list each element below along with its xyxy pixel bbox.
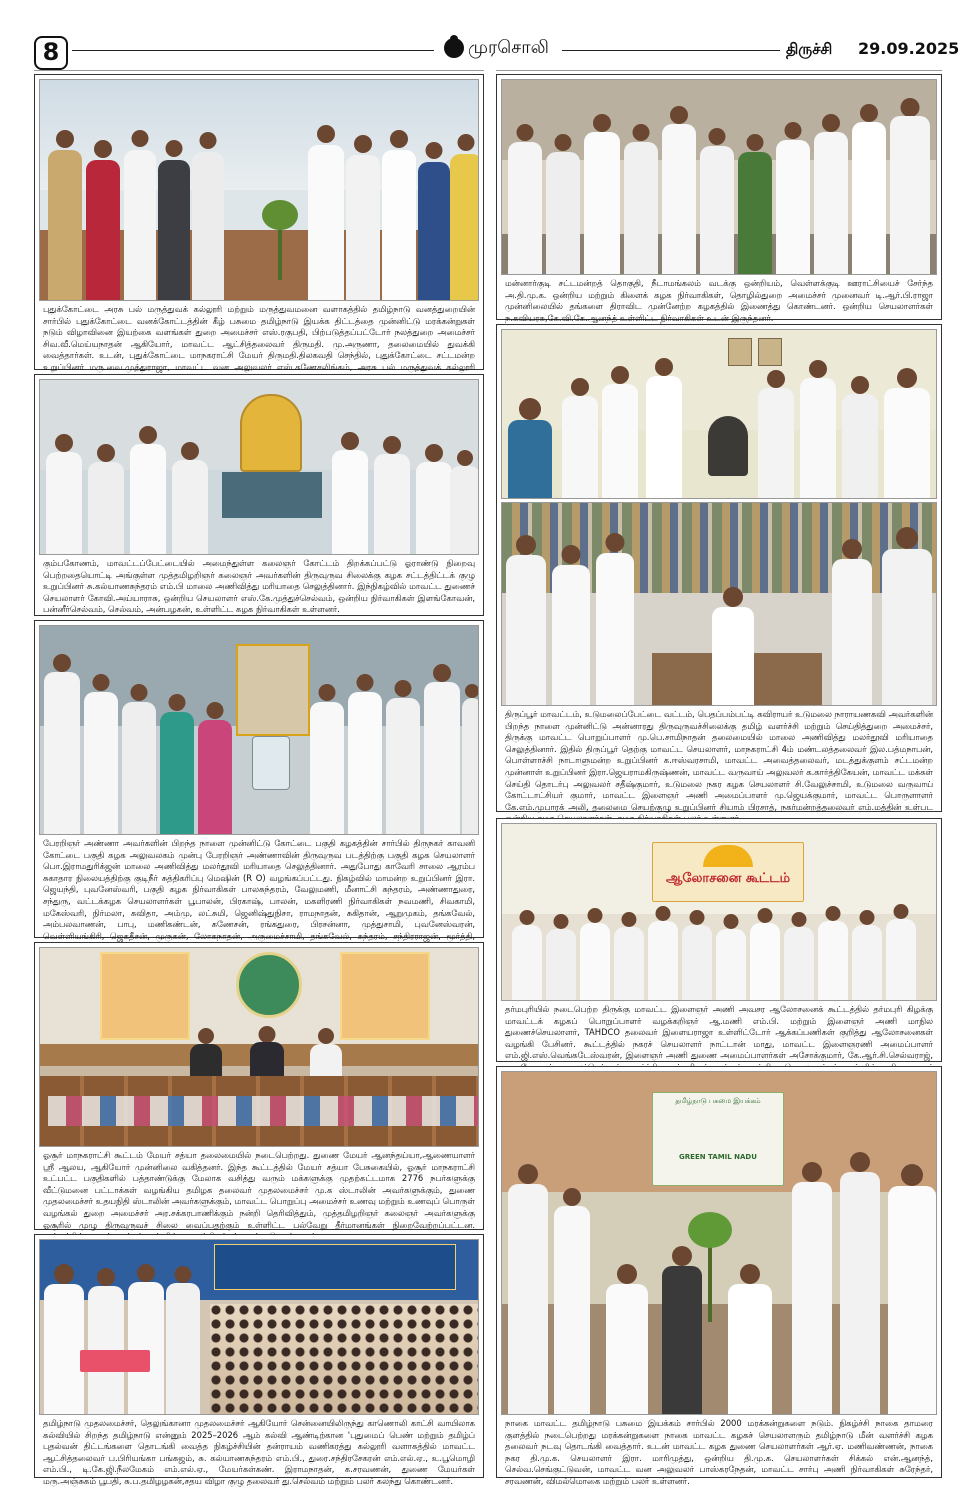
news-photo-anna-tribute [39, 625, 479, 835]
news-photo-party-joining [501, 79, 937, 275]
page-number: 8 [34, 36, 68, 70]
news-photo-dharmapuri-meeting [501, 823, 937, 1001]
news-story [496, 1066, 942, 1486]
photo-caption: மன்னார்குடி சட்டமன்றத் தொகுதி, நீடாமங்கலம் வடக்கு ஒன்றியம், வெள்ளக்குடி ஊராட்சியைச் சேர்ந்த அ.தி.மு.க. ஒன்றிய மற்றும் கிளைக் கழக நிர்வாகிகள், தொழில்துறை அமைச்சர் முனைவர் டி.ஆர்.பி.ராஜா முன்னிலையில் தங்களை திராவிட முன்னேற்ற கழகத்தில் இணைத்து கொண்டனர். ஒன்றிய செயலாளர்கள் ந.கவியரசு,கே.வி.கே.ஆனந்த் உள்ளிட்ட நிர்வாகிகள் உடன் இருந்தனர். [505, 278, 933, 323]
cheque-board [80, 1350, 150, 1372]
photo-caption: புதுக்கோட்டை அரசு பல் மருத்துவக் கல்லூரி மற்றும் மருத்துவமனை வளாகத்தில் தமிழ்நாடு வனத்துறையின் சார்பில் புதுக்கோட்டை வனக்கோட்டத்தின் கீழ் பசுமை தமிழ்நாடு இயக்க திட்டத்தை முன்னிட்டு மரக்கன்றுகள் நடும் விழாவினை இயற்கை வளங்கள் துறை அமைச்சர் எஸ்.ரகுபதி, பிற்படுத்தப்பட்டோர் நலத்துறை அமைச்சர் சிவ.வீ.மெய்யநாதன் ஆகியோர், மாவட்ட ஆட்சித்தலைவர் திருமதி. மு.அருணா, தலைமையில் துவக்கி வைத்தார்கள். உடன், புதுக்கோட்டை மாநகராட்சி மேயர் திருமதி.திலகவதி செந்தில், புதுக்கோட்டை சட்டமன்ற உறுப்பினர் மரு.வை.முத்துராஜா, மாவட்ட வன அலுவலர் எஸ்.கணேசலிங்கம், அரசு பல் மருத்துவக் கல்லூரி [43, 304, 475, 372]
news-photo-scheme-launch [39, 1239, 479, 1415]
issue-date: 29.09.2025 [858, 39, 960, 58]
divider [34, 70, 484, 71]
news-story [34, 374, 484, 616]
banner-green-text: GREEN TAMIL NADU [679, 1153, 757, 1161]
masthead-rule-left [72, 50, 434, 51]
edition-name: திருச்சி [786, 40, 833, 58]
news-photo-sapling-planting [501, 1071, 937, 1415]
news-story [496, 818, 942, 1062]
news-photo-tree-planting [39, 79, 479, 301]
newspaper-logo-icon [444, 38, 464, 58]
news-story [496, 324, 942, 812]
news-story [34, 74, 484, 370]
photo-caption: திருப்பூர் மாவட்டம், உடுமலைப்பேட்டை வட்டம், பெதப்பம்பட்டி கவிராயர் உடுமலை நாராயணகவி அவர்களின் பிறந்த நாளை முன்னிட்டு அன்னாரது திருவுருவச்சிலைக்கு தமிழ் வளர்ச்சி மற்றும் செய்தித்துறை அமைச்சர், திருக்கு மாவட்ட பொறுப்பாளர் மு.பெ.சாமிநாதன் தலைமையில் மாலை அணிவித்து மலர்தூவி மரியாதை செலுத்தினார். இதில் திருப்பூர் தெற்கு மாவட்ட செயலாளர், மாநகராட்சி 4ம் மண்டலத்தலைவர் இல.பத்மநாபன், பொள்ளாச்சி நாடாளுமன்ற உறுப்பினர் க.ஈஸ்வரசாமி, மாவட்ட அவைத்தலைவர், மடத்துக்குளம் சட்டமன்ற முன்னாள் உறுப்பினர் இரா.ஜெயராமகிருஷ்ணன், மாவட்ட வருவாய் அலுவலர் க.கார்த்திகேயன், மாவட்ட மக்கள் செய்தி தொடர்பு அலுவலர் சதீஷ்குமார், உடுமலை நகர கழக செயலாளர் சி.வேலுச்சாமி, உடுமலை வருவாய் கோட்டாட்சியர் குமார், மாவட்ட இளைஞர் அணி அமைப்பாளர் மு.ஜெயக்குமார், மாவட்ட பொருளாளர் கே.எம்.முபாரக் அலி, தலைமை செயற்குழு உறுப்பினர் சியாம் பிரசாத், நகர்மன்றத்தலைவர் எம்.மத்தின் உள்பட [505, 709, 933, 812]
photo-caption: பேரறிஞர் அண்ணா அவர்களின் பிறந்த நாளை முன்னிட்டு கோட்டை பகுதி கழகத்தின் சார்பில் திருநகர் காவனி கோட்டை பகுதி கழக அலுவலகம் முன்பு பேரறிஞர் அண்ணாவின் திருவுருவ படத்திற்கு பகுதி கழக செயலாளர் பொ.இராமதுரிக்ஜன் மாலை அணிவித்து மலர்தூவி மரியாதை செலுத்தினார். அதுபோது காவேரி சாலை ஆரம்ப சுகாதார நிலையத்திற்கு குடிநீர் சுத்திகரிப்பு மெஷின் (R O) வழங்கப்பட்டது. நிகழ்வில் மாமன்ற உறுப்பினர் இரா. ஜெயந்தி, புவனேஸ்வரி, பகுதி கழக நிர்வாகிகள் பாலசுந்தரம், வேலுமணி, மீனாட்சி சுந்தரம், அண்ணாதுரை, சந்துரு, வட்டக்கழக செயலாளர்கள் பூபாலன், பிரகாஷ், பாலன், மகளிரணி நிர்வாகிகள் நவமணி, சிவகாமி, மகேஸ்வரி, நிர்மலா, கவிதா, அம்மு, லட்சுமி, ஜெனிஷ்துநிசா, ராமநாதன், சுகிதான், ஆறுமுகம், தங்கவேல், அம்பலவாணன், பாபு, மணிகண்டன், கணேசன், ரங்கதுரை, பிரசன்னா, முத்துசாமி, புவனேஸ்வரன், வெள்ளியங்கிரி, ஜெகதீசன், முருகன், லோகநாதன், அருமைச்சாமி, தங்கவேல், சுந்தரம், சந்திரராஜன், மூர்த்தி, [43, 838, 475, 941]
news-photo-statue-tribute [39, 379, 479, 555]
paper-name: முரசொலி [468, 37, 549, 58]
student-audience [210, 1304, 479, 1414]
masthead-rule-right [562, 50, 780, 51]
banner-title: ஆலோசனை கூட்டம் [665, 871, 791, 886]
news-photo-signing [501, 502, 937, 706]
photo-caption: தர்மபுரியில் நடைபெற்ற திருக்கு மாவட்ட இளைஞர் அணி அவசர ஆலோசனைக் கூட்டத்தில் தர்மபுரி கிழக்கு மாவட்டக் கழகப் பொறுப்பாளர் வழக்கறிஞர் ஆ.மணி எம்.பி. மற்றும் இளைஞர் அணி மாநில துணைச்செயலாளர், TAHDCO தலைவர் இளையராஜா உள்ளிட்டோர் ஆக்கப்பணிகள் குறித்து ஆலோசனைகள் வழங்கி பேசினர். கூட்டத்தில் நகரச் செயலாளர் நாட்டான் மாது, மாவட்ட இளைஞரணி அமைப்பாளர் எம்.ஜி.எஸ்.வெங்கடேஸ்வரன், இளைஞர் அணி துணை அமைப்பாளர்கள் அசோக்குமார், கே.ஆர்.சி.செல்வராஜ், [505, 1004, 933, 1061]
news-story [34, 1234, 484, 1486]
photo-caption: கும்பகோணம், மாவட்டப்பேட்டையில் அமைந்துள்ள கலைஞர் கோட்டம் திறக்கப்பட்டு ஓராண்டு நிறைவு பெற்றதையொட்டி அங்குள்ள முத்தமிழறிஞர் கலைஞர் அவர்களின் திருவுருவ சிலைக்கு கழக சட்டத்திட்டக் குழு உறுப்பினர் சு.கல்யாணசுந்தரம் எம்.பி மாலை அணிவித்து மரியாதை செலுத்தினார். இந்நிகழ்வில் மாவட்ட துணைச் செயலாளர் கோவி.அய்யாராசு, ஒன்றிய செயலாளர் எஸ்.கே.முத்துச்செல்வம், ஒன்றிய நிர்வாகிகள் இளங்கோவன், பன்னீர்செல்வம், செல்வம், அன்பழகன், உள்ளிட்ட கழக நிர்வாகிகள் உள்ளனர். [43, 558, 475, 615]
news-photo-council-meeting [39, 947, 479, 1147]
photo-caption: நாகை மாவட்ட தமிழ்நாடு பசுமை இயக்கம் சார்பில் 2000 மரக்கன்றுகளை நடும். நிகழ்ச்சி நாகை தாமரை குளத்தில் நடைபெற்றது மரக்கன்றுகளை நாகை மாவட்ட கழகச் செயலாளரும் தமிழ்நாடு மீன் வளர்ச்சி கழக தலைவர் நடவு தொடங்கி வைத்தார். உடன் மாவட்ட கழக துணை செயலாளர்கள் ஆர்.ஏ. மணிவண்ணன், நாகை நகர தி.மு.க. செயலாளர் இரா. மாரிமுத்து, ஒன்றிய தி.மு.க. செயலாளர்கள் சிக்கல் என்.ஆனந்த், செல்வ.செங்குட்டுவன், மாவட்ட வன அலுவலர் பாஸ்கரநேதன், மாவட்ட சார்பு அணி நிர்வாகிகள் சுரேந்தர், சரவணன், விமல்மொகை மற்றும் பலர் உள்ளனர். [505, 1418, 933, 1486]
masthead [0, 0, 972, 74]
sapling [688, 1212, 732, 1248]
news-story [496, 74, 942, 323]
news-photo-statue-garland [501, 329, 937, 499]
banner-top-text: தமிழ்நாடு பசுமை இயக்கம் [675, 1097, 761, 1105]
news-story [34, 620, 484, 941]
news-story [34, 942, 484, 1230]
photo-caption: தமிழ்நாடு முதலமைச்சர், தெலுங்கானா முதலமைச்சர் ஆகியோர் சென்னையிலிருந்து காணொலி காட்சி வாயிலாக கல்வியில் சிறந்த தமிழ்நாடு என்னும் 2025–2026 ஆம் கல்வி ஆண்டிற்கான 'புதுமைப் பெண் மற்றும் தமிழ்ப் புதல்வன் திட்டங்களை தொடங்கி வைத்த நிகழ்ச்சியின் தன்ராயம் வணிகரத்து கல்லூரி வளாகத்தில் மாவட்ட ஆட்சித்தலைவர் ப.பிரியங்கா பங்கஜம், சு. கல்யாணசுந்தரம் எம்.பி., துரை.சந்திரசேகரன் எம்.எல்.ஏ., உ.பூமொழி எம்.பி., டி.கே.ஜி.நீலமேகம் எம்.எல்.ஏ., மேயர்கள்கண். இராமநாதன், க.சரவணன், துணை மேயர்கள் மரு.அஞ்சுகம் பூபதி, சு.ப.தமிழழகன்,சதய விழா குழு தலைவர் து.செல்வம் மற்றும் பலர் கலந்து கொண்டனர். [43, 1418, 475, 1486]
divider [496, 70, 942, 71]
photo-caption: ஓசூர் மாநகராட்சி கூட்டம் மேயர் சத்யா தலைமையில் நடைபெற்றது. துணை மேயர் ஆனந்தய்யா,ஆணையாளர் ஸ்ரீ ஆலய, ஆகியோர் முன்னிலை வகித்தனர். இந்த கூட்டத்தில் மேயர் சத்யா பேசுகையில், ஓசூர் மாநகராட்சி உட்பட்ட பகுதிகளில் பத்தாண்டுக்கு மேலாக வசித்து வரும் மக்களுக்கு முதற்கட்டமாக 2776 நபர்களுக்கு வீட்டுமனை பட்டாக்கள் வழங்கிய தமிழக தலைவர் முதலமைச்சர் மு.க ஸ்டாலின் அவர்களுக்கும், துணை முதலமைச்சர் உதயநிதி ஸ்டாலின் அவர்களுக்கும், மாவட்ட பொறுப்பு அமைச்சர் உணவு மற்றும் உணவுப் பொருள் வழங்கல் துறை அமைச்சர் அர.சக்கரபாணிக்கும் நன்றி தெரிவித்தும், முத்தமிழறிஞர் கலைஞர் அவர்களுக்கு ஓசூரில் முழு திருவுருவச் சிலை வைப்பதற்கும் உள்ளிட்ட பல்வேறு தீர்மானங்கள் நிறைவேற்றப்பட்டன. [43, 1150, 475, 1230]
